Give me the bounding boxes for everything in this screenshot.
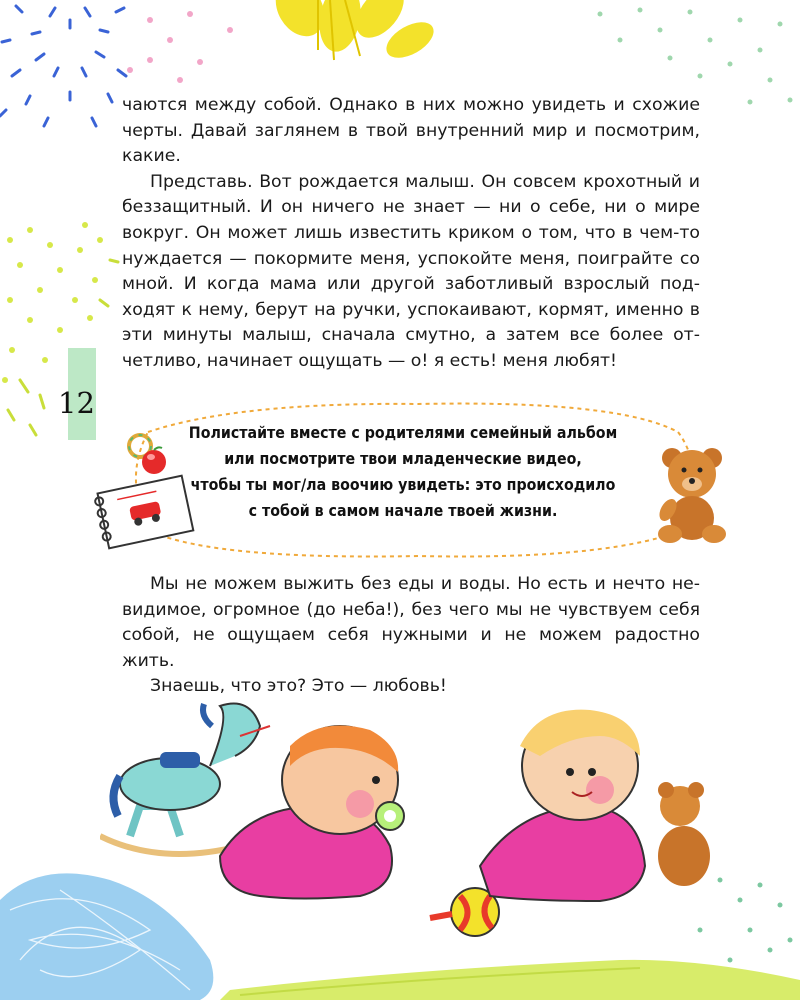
tip-line: Полистайте вместе с родителями семейный альбом	[188, 423, 618, 442]
page-number: 12	[58, 386, 95, 420]
teddy-bear-small-image	[658, 782, 710, 886]
tip-text	[165, 420, 641, 524]
top-text	[122, 93, 700, 375]
green-burst-top-right	[598, 8, 793, 105]
sitting-baby-image	[480, 710, 645, 901]
babies-illustration	[100, 696, 720, 966]
pink-dots-top	[127, 11, 233, 83]
tip-line: чтобы ты мог/ла воочию увидеть: это происходило	[190, 475, 616, 494]
paragraph-2: Представь. Вот рождается малыш. Он совсем крохотный и беззащитный. И он ничего не знает — ни о себе, ни о мире вокруг. Он может лишь известить криком о том, что в чем-то нуждается — покормите меня, успокойте меня, поиграйте со мной. И когда мама или другой заботливый взрослый под-ходят к нему, берут на ручки, успокаивают, кормят, именно в эти минуты малыш, сначала смутно, а затем все более от-четливо, начинает ощущать — о! я есть! меня любят!	[122, 171, 700, 371]
paragraph-3: Мы не можем выжить без еды и воды. Но есть и нечто не-видимое, огромное (до неба!), без чего мы не чувствуем себя собой, не ощущаем себя нужными и не можем радостно жить.	[122, 574, 700, 671]
teddy-bear-icon	[654, 438, 734, 548]
bottom-text	[122, 572, 700, 700]
paragraph-1: чаются между собой. Однако в них можно увидеть и схожие черты. Давай заглянем в твой внутренний мир и посмотрим, какие.	[122, 95, 700, 167]
toy-rattle-image	[430, 888, 499, 936]
crawling-baby-image	[220, 726, 404, 899]
tip-line: с тобой в самом начале твоей жизни.	[248, 501, 558, 520]
paragraph-4: Знаешь, что это? Это — любовь!	[150, 676, 447, 697]
tip-line: или посмотрите твои младенческие видео,	[224, 449, 582, 468]
blue-burst-top-left	[0, 6, 126, 126]
